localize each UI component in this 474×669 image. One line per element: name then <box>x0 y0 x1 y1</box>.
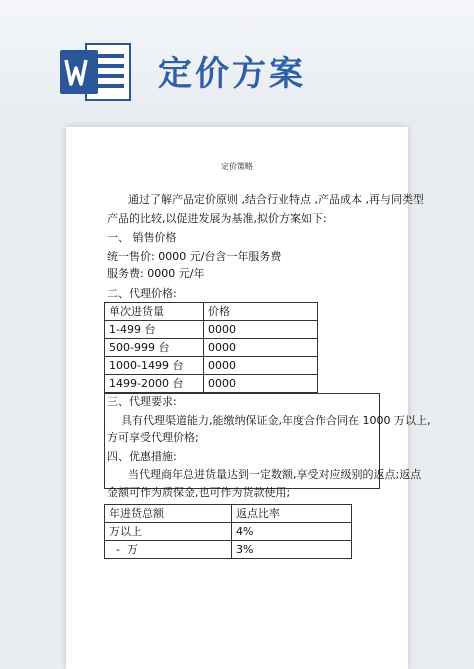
table-row <box>105 357 318 375</box>
table-cell: - 万 <box>105 541 232 559</box>
section-agent-requirements: 三、代理要求: <box>107 395 177 408</box>
service-fee-line: 服务费: 0000 元/年 <box>107 267 205 280</box>
word-document-icon <box>56 40 136 104</box>
promotions-line-1: 当代理商年总进货量达到一定数额,享受对应级别的返点;返点 <box>128 468 422 481</box>
table-cell: 1499-2000 台 <box>105 375 204 393</box>
table-header-cell: 单次进货量 <box>105 303 204 321</box>
table-row <box>105 321 318 339</box>
rebate-table <box>104 504 352 559</box>
table-cell: 0000 <box>204 375 318 393</box>
promotions-line-2: 金额可作为质保金,也可作为货款使用; <box>107 486 291 499</box>
table-cell: 4% <box>232 523 352 541</box>
table-cell: 0000 <box>204 321 318 339</box>
document-page <box>66 127 431 669</box>
table-row <box>105 375 318 393</box>
requirements-line-2: 方可享受代理价格; <box>107 431 199 444</box>
intro-line-2: 产品的比较,以促进发展为基准,拟价方案如下: <box>107 212 327 225</box>
agent-price-table <box>104 302 318 393</box>
table-header-cell: 价格 <box>204 303 318 321</box>
table-header-cell: 年进货总额 <box>105 505 232 523</box>
table-cell: 0000 <box>204 357 318 375</box>
table-row <box>105 523 352 541</box>
table-cell: 3% <box>232 541 352 559</box>
unified-price-line: 统一售价: 0000 元/台含一年服务费 <box>107 250 282 263</box>
table-row <box>105 541 352 559</box>
table-cell: 500-999 台 <box>105 339 204 357</box>
section-agent-price: 二、代理价格: <box>107 287 177 300</box>
table-cell: 万以上 <box>105 523 232 541</box>
table-header-row <box>105 505 352 523</box>
section-promotions: 四、优惠措施: <box>107 450 177 463</box>
page-heading: 定价策略 <box>221 162 253 171</box>
table-cell: 0000 <box>204 339 318 357</box>
intro-line-1: 通过了解产品定价原则 ,结合行业特点 ,产品成本 ,再与同类型 <box>128 193 424 206</box>
header-banner <box>0 0 474 125</box>
table-header-cell: 返点比率 <box>232 505 352 523</box>
table-header-row <box>105 303 318 321</box>
table-row <box>105 339 318 357</box>
table-cell: 1-499 台 <box>105 321 204 339</box>
requirements-line-1: 具有代理渠道能力,能缴纳保证金,年度合作合同在 1000 万以上, <box>121 414 431 427</box>
section-sales-price: 一、 销售价格 <box>107 231 177 244</box>
table-cell: 1000-1499 台 <box>105 357 204 375</box>
document-title: 定价方案 <box>158 54 306 94</box>
